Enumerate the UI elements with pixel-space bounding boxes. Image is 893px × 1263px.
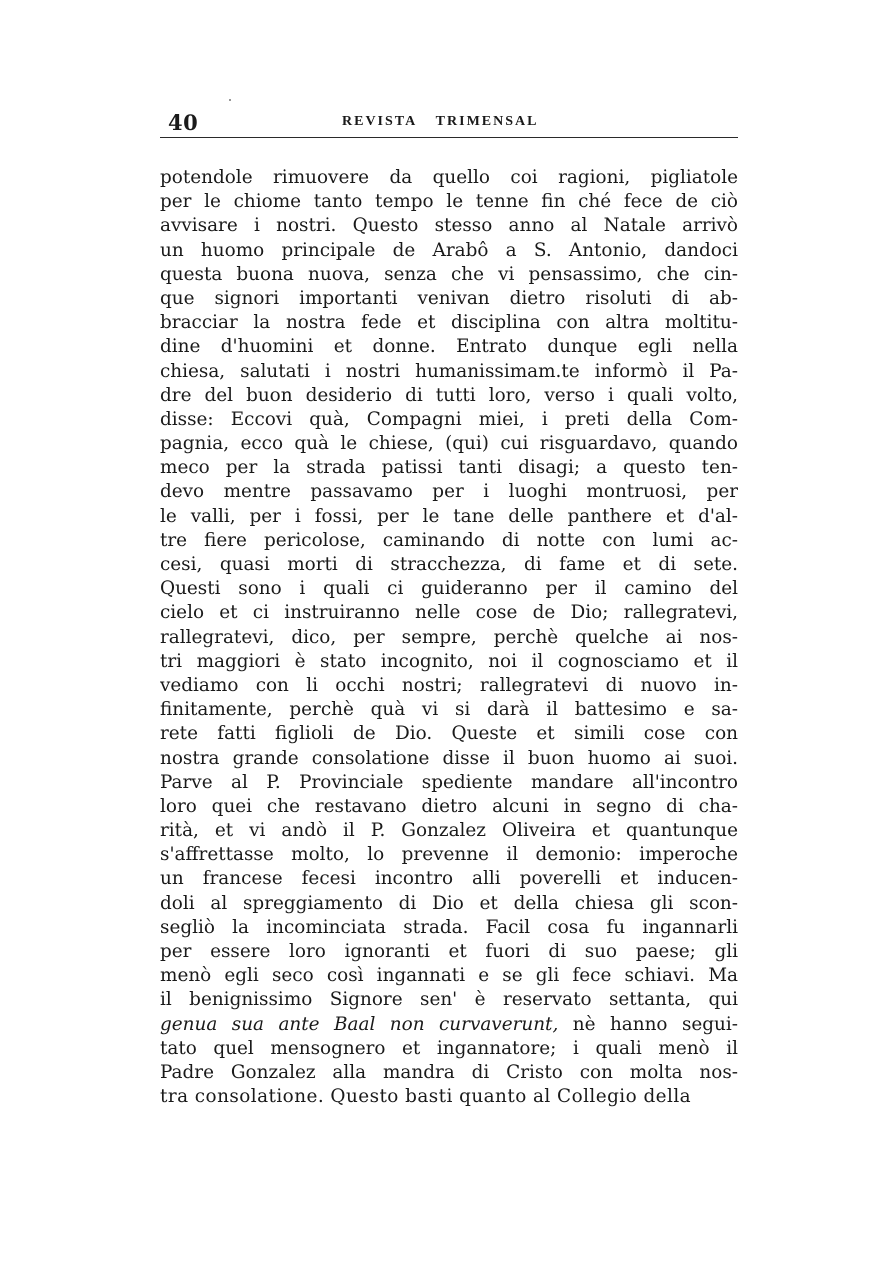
text-line: Questi sono i quali ci guideranno per il camino del bbox=[160, 578, 738, 600]
running-title: REVISTA TRIMENSAL bbox=[342, 114, 539, 129]
text-line: tato quel mensognero et ingannatore; i quali menò il bbox=[160, 1037, 738, 1059]
text-line: vediamo con li occhi nostri; rallegratevi di nuovo in- bbox=[160, 674, 738, 696]
latin-quote: genua sua ante Baal non curvaverunt, bbox=[160, 1013, 559, 1035]
text-line: nostra grande consolatione disse il buon huomo ai suoi. bbox=[160, 747, 738, 769]
text-line: que signori importanti venivan dietro risoluti di ab- bbox=[160, 287, 738, 309]
text-line: tre fiere pericolose, caminando di notte con lumi ac- bbox=[160, 529, 738, 551]
text-line: s'affrettasse molto, lo prevenne il demonio: imperoche bbox=[160, 844, 738, 866]
text-line: finitamente, perchè quà vi si darà il battesimo e sa- bbox=[160, 699, 738, 721]
text-line: il benignissimo Signore sen' è reservato settanta, qui bbox=[160, 989, 738, 1011]
text-line: avvisare i nostri. Questo stesso anno al Natale arrivò bbox=[160, 215, 738, 237]
page-number: 40 bbox=[168, 110, 199, 135]
text-line: disse: Eccovi quà, Compagni miei, i preti della Com- bbox=[160, 408, 738, 430]
text-line: per essere loro ignoranti et fuori di suo paese; gli bbox=[160, 941, 738, 962]
text-line: questa buona nuova, senza che vi pensassimo, che cin- bbox=[160, 263, 738, 285]
text-line: bracciar la nostra fede et disciplina con altra moltitu- bbox=[160, 312, 738, 334]
text-line: le valli, per i fossi, per le tane delle panthere et d'al- bbox=[160, 505, 738, 527]
text-line: rità, et vi andò il P. Gonzalez Oliveira et quantunque bbox=[160, 820, 738, 842]
text-line: potendole rimuovere da quello coi ragioni, pigliatole bbox=[160, 167, 738, 188]
text-line: un francese fecesi incontro alli poverelli et inducen- bbox=[160, 868, 738, 890]
text-line: tri maggiori è stato incognito, noi il cognosciamo et il bbox=[160, 650, 738, 672]
text-line: devo mentre passavamo per i luoghi montruosi, per bbox=[160, 481, 738, 503]
text-line: tra consolatione. Questo basti quanto al Collegio della bbox=[160, 1086, 692, 1108]
page-header bbox=[160, 110, 740, 140]
text-line: rete fatti figlioli de Dio. Queste et simili cose con bbox=[160, 723, 738, 745]
text-line: menò egli seco così ingannati e se gli fece schiavi. Ma bbox=[160, 965, 738, 987]
text-line: loro quei che restavano dietro alcuni in segno di cha- bbox=[160, 795, 738, 817]
header-rule bbox=[160, 137, 738, 138]
text-line: rallegratevi, dico, per sempre, perchè quelche ai nos- bbox=[160, 626, 738, 648]
text-line-rest: nè hanno segui- bbox=[558, 1013, 738, 1035]
text-line: Padre Gonzalez alla mandra di Cristo con molta nos- bbox=[160, 1061, 738, 1083]
text-line: doli al spreggiamento di Dio et della chiesa gli scon- bbox=[160, 892, 738, 914]
text-line bbox=[160, 1013, 738, 1037]
text-line: pagnia, ecco quà le chiese, (qui) cui risguardavo, quando bbox=[160, 433, 738, 455]
text-line: per le chiome tanto tempo le tenne fin ché fece de ciò bbox=[160, 191, 738, 213]
text-line: chiesa, salutati i nostri humanissimam.te informò il Pa- bbox=[160, 360, 738, 382]
text-line: dine d'huomini et donne. Entrato dunque egli nella bbox=[160, 336, 738, 358]
text-line: dre del buon desiderio di tutti loro, verso i quali volto, bbox=[160, 384, 738, 406]
text-line: Parve al P. Provinciale spediente mandare all'incontro bbox=[160, 771, 738, 793]
body-text bbox=[160, 166, 738, 1109]
text-line: segliò la incominciata strada. Facil cosa fu ingannarli bbox=[160, 916, 738, 938]
text-line: un huomo principale de Arabô a S. Antonio, dandoci bbox=[160, 239, 738, 261]
print-speck bbox=[229, 99, 231, 101]
text-line: cielo et ci instruiranno nelle cose de Dio; rallegratevi, bbox=[160, 602, 738, 624]
text-line: meco per la strada patissi tanti disagi; a questo ten- bbox=[160, 457, 738, 479]
text-line: cesi, quasi morti di stracchezza, di fame et di sete. bbox=[160, 554, 738, 575]
